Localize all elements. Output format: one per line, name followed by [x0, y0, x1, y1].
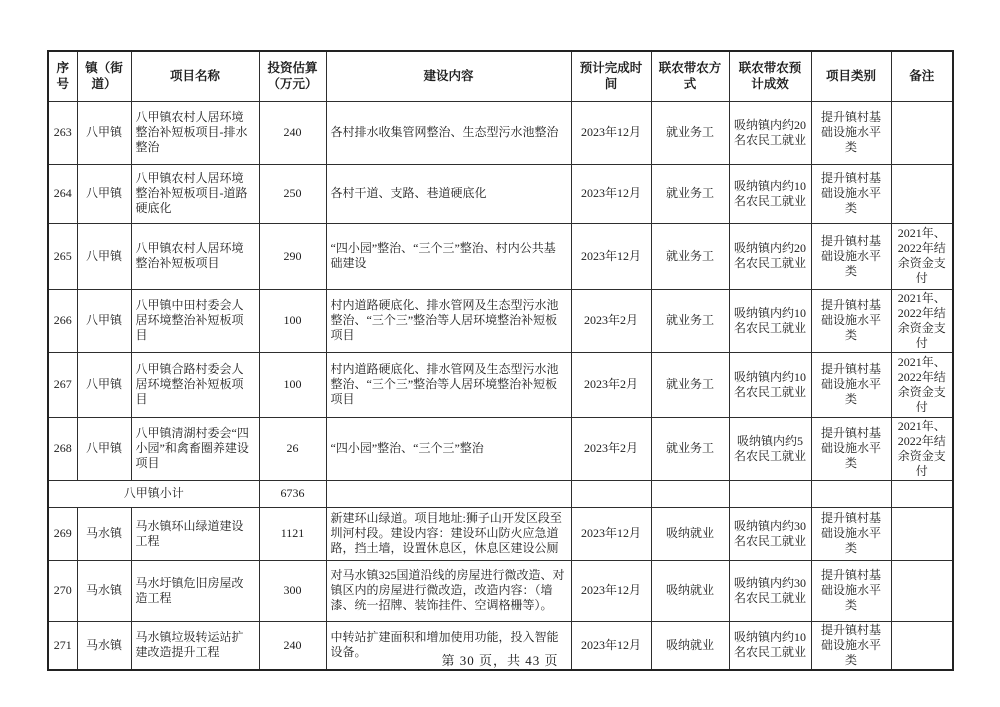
cell-category: 提升镇村基础设施水平类 — [811, 289, 891, 352]
cell-content: 各村排水收集管网整治、生态型污水池整治 — [326, 101, 571, 164]
cell-name: 八甲镇清湖村委会“四小园”和禽畜圈养建设项目 — [131, 417, 259, 480]
cell-note: 2021年、2022年结余资金支付 — [891, 289, 953, 352]
cell-method — [651, 480, 729, 507]
cell-time: 2023年2月 — [571, 417, 651, 480]
cell-invest: 240 — [259, 621, 326, 670]
cell-method: 就业务工 — [651, 101, 729, 164]
header-cell-6: 联农带农方式 — [651, 51, 729, 101]
table-row — [48, 560, 953, 621]
cell-time: 2023年12月 — [571, 560, 651, 621]
cell-invest: 290 — [259, 223, 326, 289]
cell-invest: 300 — [259, 560, 326, 621]
cell-town: 八甲镇 — [77, 352, 131, 417]
table-row — [48, 507, 953, 560]
cell-method: 就业务工 — [651, 223, 729, 289]
header-cell-7: 联农带农预计成效 — [729, 51, 811, 101]
cell-content: “四小园”整治、“三个三”整治 — [326, 417, 571, 480]
cell-content: 对马水镇325国道沿线的房屋进行微改造、对镇区内的房屋进行微改造，改造内容：（墙漆、统一招牌、装饰挂件、空调格栅等）。 — [326, 560, 571, 621]
cell-name: 八甲镇中田村委会人居环境整治补短板项目 — [131, 289, 259, 352]
cell-invest: 250 — [259, 164, 326, 223]
cell-no: 267 — [48, 352, 77, 417]
header-cell-2: 项目名称 — [131, 51, 259, 101]
cell-invest: 1121 — [259, 507, 326, 560]
cell-effect: 吸纳镇内约30名农民工就业 — [729, 507, 811, 560]
cell-town: 八甲镇 — [77, 101, 131, 164]
cell-category: 提升镇村基础设施水平类 — [811, 560, 891, 621]
cell-note: 2021年、2022年结余资金支付 — [891, 223, 953, 289]
table-body — [48, 101, 953, 670]
table-row — [48, 417, 953, 480]
cell-category: 提升镇村基础设施水平类 — [811, 352, 891, 417]
cell-invest: 240 — [259, 101, 326, 164]
header-row — [48, 51, 953, 101]
cell-method: 吸纳就业 — [651, 507, 729, 560]
cell-content: 村内道路硬底化、排水管网及生态型污水池整治、“三个三”整治等人居环境整治补短板项目 — [326, 289, 571, 352]
cell-name: 马水圩镇危旧房屋改造工程 — [131, 560, 259, 621]
cell-category: 提升镇村基础设施水平类 — [811, 621, 891, 670]
cell-effect — [729, 480, 811, 507]
cell-method: 吸纳就业 — [651, 560, 729, 621]
cell-note — [891, 560, 953, 621]
cell-method: 就业务工 — [651, 417, 729, 480]
cell-time: 2023年12月 — [571, 223, 651, 289]
cell-method: 就业务工 — [651, 289, 729, 352]
cell-content: 新建环山绿道。项目地址:狮子山开发区段至圳河村段。建设内容：建设环山防火应急道路，挡土墙，设置休息区，休息区建设公厕 — [326, 507, 571, 560]
header-cell-9: 备注 — [891, 51, 953, 101]
cell-method: 就业务工 — [651, 164, 729, 223]
cell-method: 就业务工 — [651, 352, 729, 417]
cell-name: 八甲镇农村人居环境整治补短板项目 — [131, 223, 259, 289]
table-row — [48, 223, 953, 289]
cell-category: 提升镇村基础设施水平类 — [811, 223, 891, 289]
cell-content: 中转站扩建面积和增加使用功能，投入智能设备。 — [326, 621, 571, 670]
cell-invest: 100 — [259, 289, 326, 352]
cell-time — [571, 480, 651, 507]
cell-category: 提升镇村基础设施水平类 — [811, 507, 891, 560]
cell-town: 八甲镇 — [77, 289, 131, 352]
cell-invest: 100 — [259, 352, 326, 417]
cell-method: 吸纳就业 — [651, 621, 729, 670]
cell-effect: 吸纳镇内约5名农民工就业 — [729, 417, 811, 480]
header-cell-8: 项目类别 — [811, 51, 891, 101]
cell-note — [891, 480, 953, 507]
cell-town: 八甲镇 — [77, 164, 131, 223]
cell-content: 各村干道、支路、巷道硬底化 — [326, 164, 571, 223]
cell-category: 提升镇村基础设施水平类 — [811, 417, 891, 480]
cell-name: 马水镇垃圾转运站扩建改造提升工程 — [131, 621, 259, 670]
cell-effect: 吸纳镇内约20名农民工就业 — [729, 101, 811, 164]
cell-effect: 吸纳镇内约10名农民工就业 — [729, 621, 811, 670]
cell-invest: 26 — [259, 417, 326, 480]
cell-name: 八甲镇农村人居环境整治补短板项目-排水整治 — [131, 101, 259, 164]
cell-name: 八甲镇合路村委会人居环境整治补短板项目 — [131, 352, 259, 417]
cell-town: 马水镇 — [77, 621, 131, 670]
cell-content: “四小园”整治、“三个三”整治、村内公共基础建设 — [326, 223, 571, 289]
cell-town: 八甲镇 — [77, 417, 131, 480]
table-row — [48, 164, 953, 223]
table-row — [48, 289, 953, 352]
header-cell-4: 建设内容 — [326, 51, 571, 101]
cell-no: 265 — [48, 223, 77, 289]
cell-name: 八甲镇农村人居环境整治补短板项目-道路硬底化 — [131, 164, 259, 223]
cell-content — [326, 480, 571, 507]
cell-town: 八甲镇 — [77, 223, 131, 289]
cell-effect: 吸纳镇内约20名农民工就业 — [729, 223, 811, 289]
cell-time: 2023年12月 — [571, 507, 651, 560]
cell-no: 266 — [48, 289, 77, 352]
cell-no: 270 — [48, 560, 77, 621]
cell-effect: 吸纳镇内约10名农民工就业 — [729, 289, 811, 352]
cell-time: 2023年12月 — [571, 101, 651, 164]
cell-time: 2023年2月 — [571, 289, 651, 352]
cell-no: 269 — [48, 507, 77, 560]
cell-category — [811, 480, 891, 507]
cell-time: 2023年12月 — [571, 164, 651, 223]
subtotal-row — [48, 480, 953, 507]
cell-note: 2021年、2022年结余资金支付 — [891, 352, 953, 417]
cell-town: 马水镇 — [77, 560, 131, 621]
cell-category: 提升镇村基础设施水平类 — [811, 164, 891, 223]
cell-no: 264 — [48, 164, 77, 223]
header-cell-3: 投资估算（万元） — [259, 51, 326, 101]
cell-name: 马水镇环山绿道建设工程 — [131, 507, 259, 560]
cell-time: 2023年2月 — [571, 352, 651, 417]
cell-time: 2023年12月 — [571, 621, 651, 670]
cell-category: 提升镇村基础设施水平类 — [811, 101, 891, 164]
cell-town: 马水镇 — [77, 507, 131, 560]
cell-no: 268 — [48, 417, 77, 480]
cell-effect: 吸纳镇内约30名农民工就业 — [729, 560, 811, 621]
header-cell-1: 镇（街道） — [77, 51, 131, 101]
cell-note — [891, 164, 953, 223]
table-row — [48, 352, 953, 417]
cell-note: 2021年、2022年结余资金支付 — [891, 417, 953, 480]
page-number: 第 30 页，共 43 页 — [441, 653, 559, 668]
projects-table — [47, 50, 954, 671]
header-cell-0: 序号 — [48, 51, 77, 101]
cell-no: 263 — [48, 101, 77, 164]
cell-no: 271 — [48, 621, 77, 670]
subtotal-label: 八甲镇小计 — [48, 480, 259, 507]
cell-invest: 6736 — [259, 480, 326, 507]
cell-effect: 吸纳镇内约10名农民工就业 — [729, 164, 811, 223]
cell-note — [891, 507, 953, 560]
cell-content: 村内道路硬底化、排水管网及生态型污水池整治、“三个三”整治等人居环境整治补短板项目 — [326, 352, 571, 417]
cell-note — [891, 101, 953, 164]
cell-effect: 吸纳镇内约10名农民工就业 — [729, 352, 811, 417]
header-cell-5: 预计完成时间 — [571, 51, 651, 101]
table-row — [48, 101, 953, 164]
